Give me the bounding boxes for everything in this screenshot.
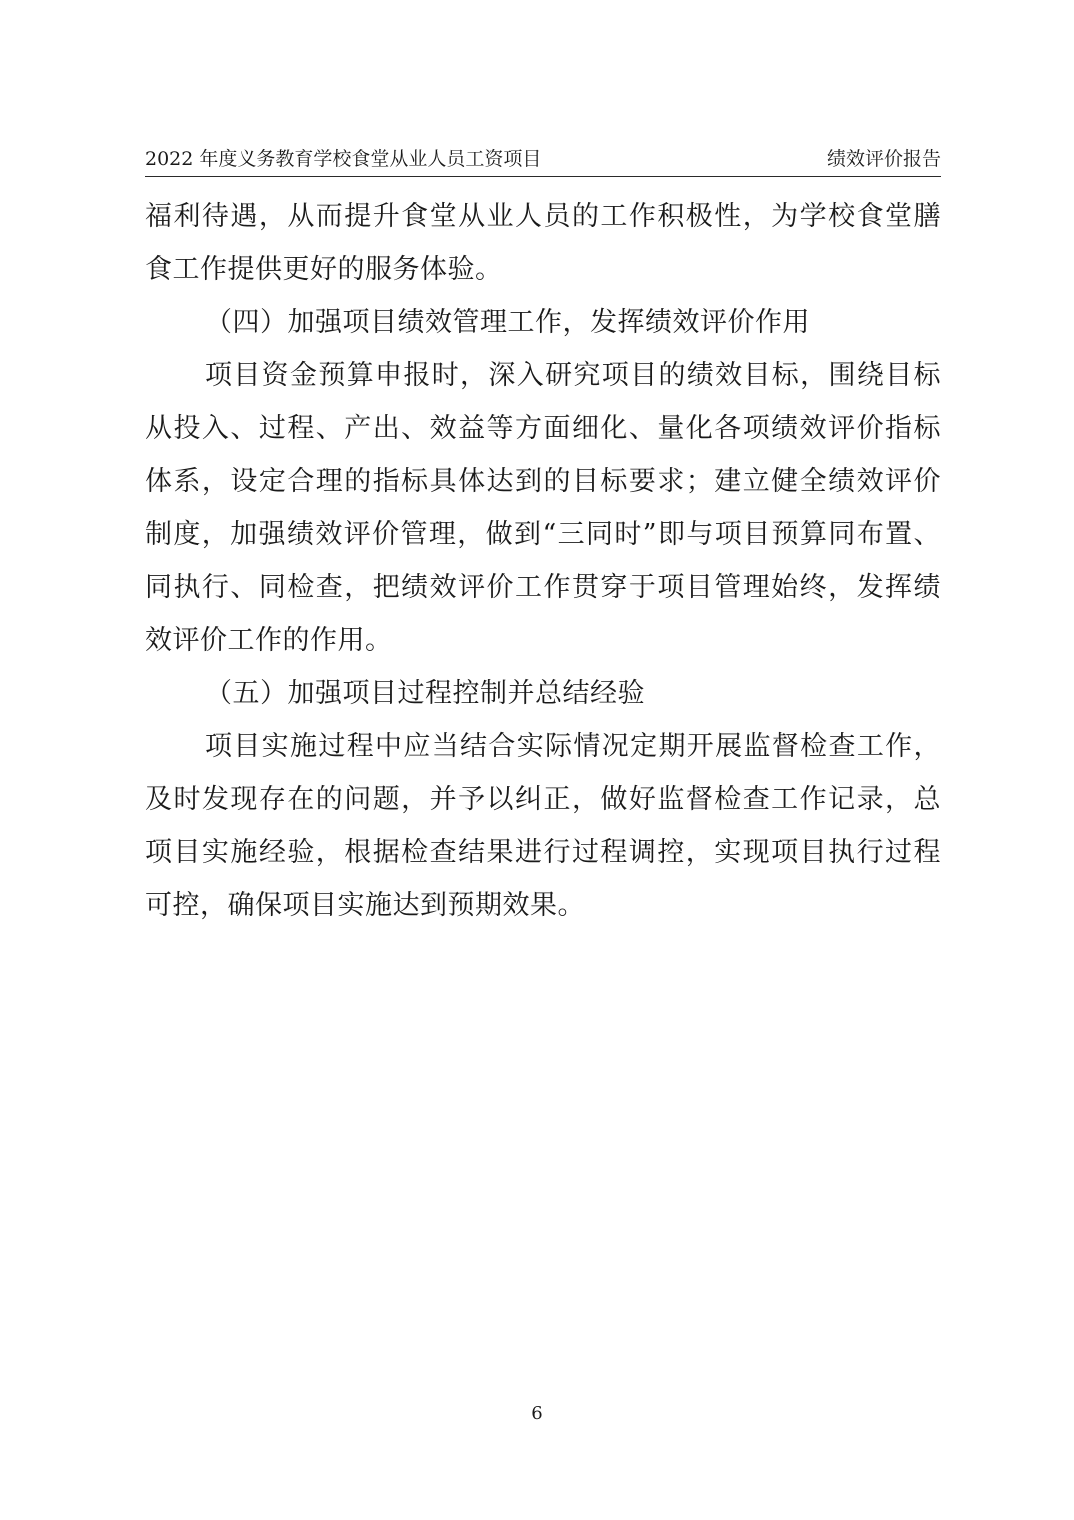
document-body bbox=[145, 190, 941, 932]
page-number: 6 bbox=[531, 1403, 543, 1424]
paragraph-performance-management: 项目资金预算申报时，深入研究项目的绩效目标，围绕目标从投入、过程、产出、效益等方面细化、量化各项绩效评价指标体系，设定合理的指标具体达到的目标要求；建立健全绩效评价制度，加强绩效评价管理，做到“三同时”即与项目预算同布置、同执行、同检查，把绩效评价工作贯穿于项目管理始终，发挥绩效评价工作的作用。 bbox=[145, 360, 941, 656]
paragraph-process-control: 项目实施过程中应当结合实际情况定期开展监督检查工作，及时发现存在的问题，并予以纠正，做好监督检查工作记录，总项目实施经验，根据检查结果进行过程调控，实现项目执行过程可控，确保项目实施达到预期效果。 bbox=[145, 731, 941, 921]
header-report-title: 2022 年度义务教育学校食堂从业人员工资项目 bbox=[145, 148, 542, 170]
section-heading-4: （四）加强项目绩效管理工作，发挥绩效评价作用 bbox=[205, 307, 810, 338]
section-heading-5: （五）加强项目过程控制并总结经验 bbox=[205, 678, 645, 709]
page-header bbox=[145, 146, 941, 177]
header-report-type: 绩效评价报告 bbox=[826, 148, 941, 170]
paragraph-continued: 福利待遇，从而提升食堂从业人员的工作积极性，为学校食堂膳食工作提供更好的服务体验。 bbox=[145, 201, 941, 285]
